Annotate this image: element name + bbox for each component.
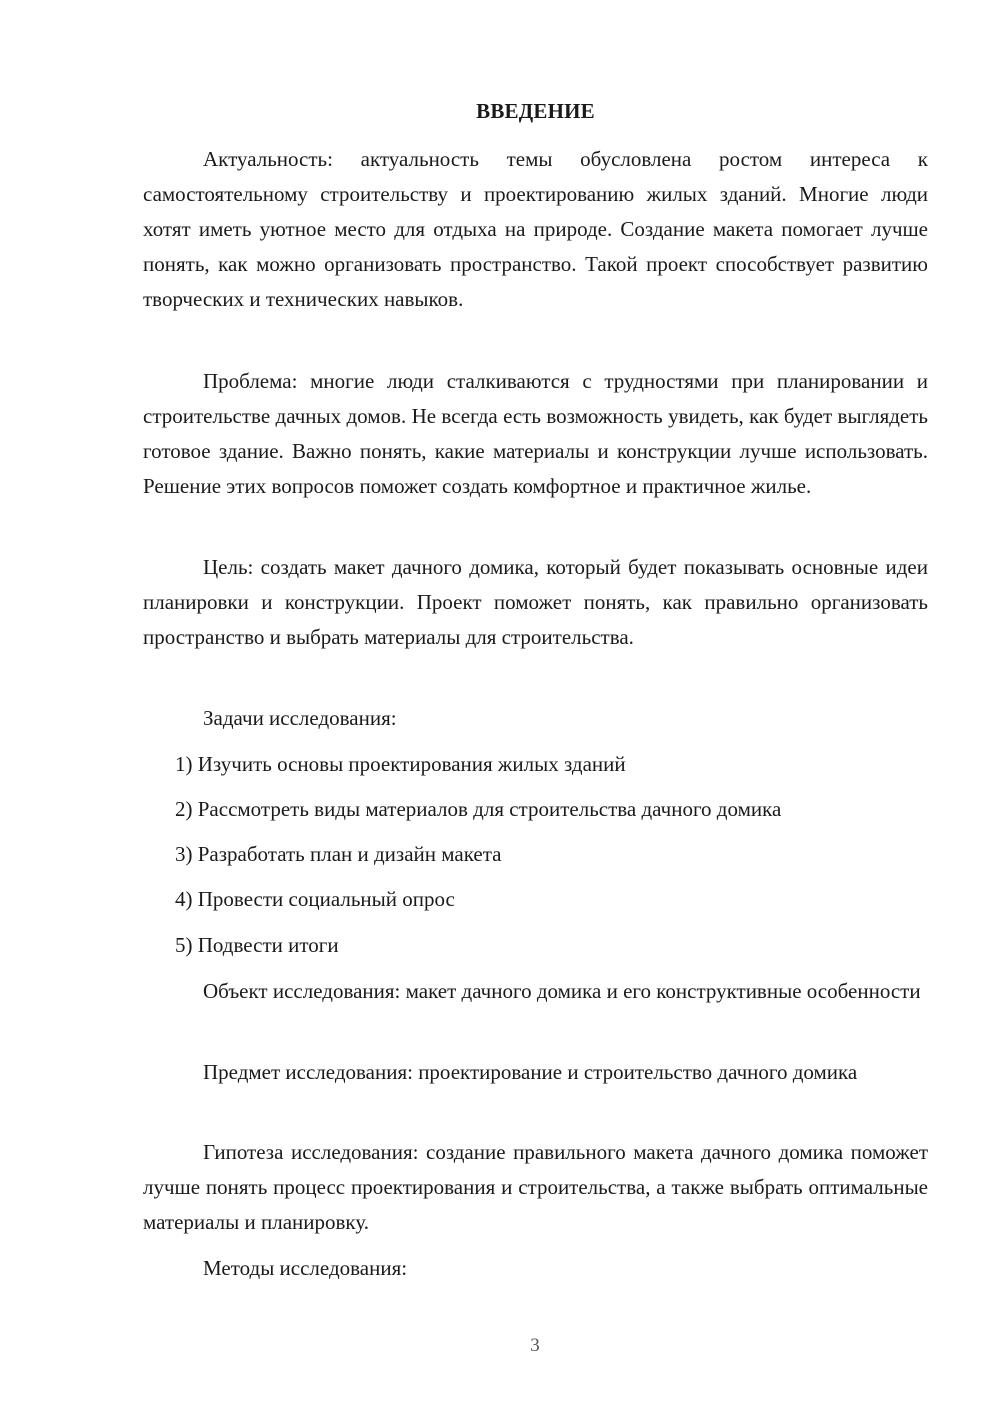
task-item-3: 3) Разработать план и дизайн макета [175,842,502,866]
goal-paragraph: Цель: создать макет дачного домика, который будет показывать основные идеи планировки и конструкции. Проект поможет понять, как правильно организовать пространство и выбрать материалы для строительства. [143,555,928,649]
hypothesis-paragraph: Гипотеза исследования: создание правильного макета дачного домика поможет лучше понять процесс проектирования и строительства, а также выбрать оптимальные материалы и планировку. [143,1140,928,1234]
task-item-5: 5) Подвести итоги [175,933,339,957]
task-item-2: 2) Рассмотреть виды материалов для строительства дачного домика [175,797,782,821]
tasks-heading: Задачи исследования: [203,706,397,730]
methods-heading: Методы исследования: [203,1256,408,1280]
object-paragraph: Объект исследования: макет дачного домика и его конструктивные особенности [203,979,921,1003]
task-item-1: 1) Изучить основы проектирования жилых зданий [175,752,626,776]
relevance-paragraph: Актуальность: актуальность темы обусловлена ростом интереса к самостоятельному строительству и проектированию жилых зданий. Многие люди хотят иметь уютное место для отдыха на природе. Создание макета помогает лучше понять, как можно организовать пространство. Такой проект способствует развитию творческих и технических навыков. [143,147,928,311]
problem-paragraph: Проблема: многие люди сталкиваются с трудностями при планировании и строительстве дачных домов. Не всегда есть возможность увидеть, как будет выглядеть готовое здание. Важно понять, какие материалы и конструкции лучше использовать. Решение этих вопросов поможет создать комфортное и практичное жилье. [143,369,928,498]
page-number: 3 [530,1335,540,1356]
section-heading: ВВЕДЕНИЕ [476,99,595,123]
subject-paragraph: Предмет исследования: проектирование и строительство дачного домика [203,1060,858,1084]
task-item-4: 4) Провести социальный опрос [175,887,455,911]
